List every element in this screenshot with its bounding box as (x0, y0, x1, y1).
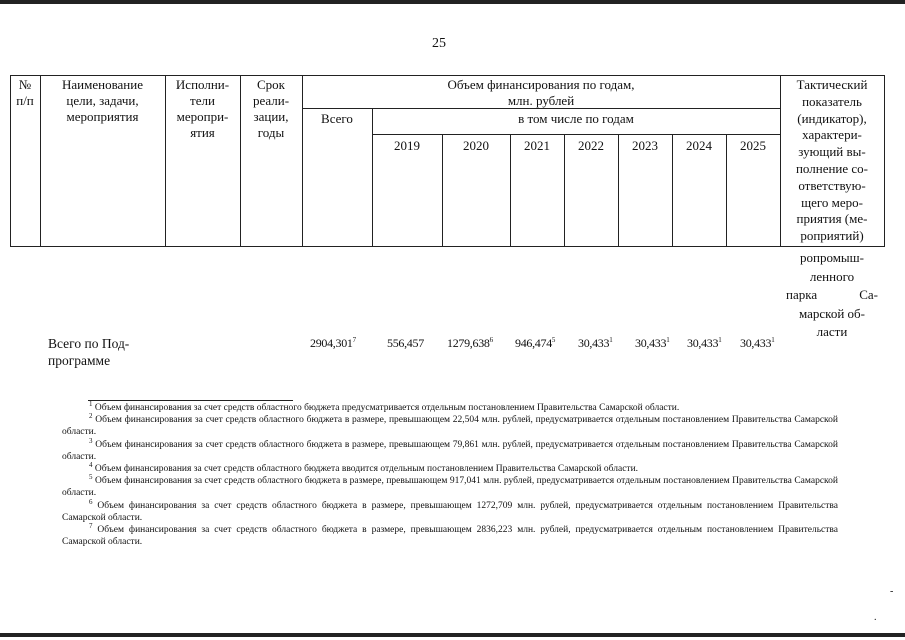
value-2023: 30,433$^1$ (635, 336, 670, 350)
footnote-separator (88, 400, 293, 401)
value-2020: 1279,638$^6$ (447, 336, 493, 350)
top-rule (0, 0, 905, 4)
col-border-total (372, 108, 373, 247)
footnote: $^3$ Объем финансирования за счет средств областного бюджета в размере, превышающем 79,861 млн. рублей, предусматривается отдельным постановлением Правительства Самарской области. (62, 436, 838, 462)
header-year-2020: 2020 (463, 138, 489, 153)
indicator-continuation (780, 249, 884, 342)
table-top-border (10, 75, 884, 76)
header-year-2024: 2024 (686, 138, 712, 153)
table-bottom-border (10, 246, 884, 247)
indicator-line: марской об- (799, 305, 865, 321)
bottom-rule (0, 633, 905, 637)
total-value: 2904,301$^7$ (310, 336, 356, 350)
footnote: $^1$ Объем финансирования за счет средств областного бюджета предусматривается отдельным постановлением Правительства Самарской области. (89, 399, 680, 413)
footnote: $^7$ Объем финансирования за счет средств областного бюджета в размере, превышающем 2836,223 млн. рублей, предусматривается отдельным постановлением Правительства Самарской области. (62, 521, 838, 548)
col-border-right (884, 75, 885, 247)
footnote: $^6$ Объем финансирования за счет средств областного бюджета в размере, превышающем 1272,709 млн. рублей, предусматривается отдельным постановлением Правительства Самарской области. (62, 497, 838, 523)
stray-dot-mark: . (874, 612, 877, 623)
value-2025: 30,433$^1$ (740, 336, 775, 350)
header-name: Наименование цели, задачи, мероприятия (62, 77, 143, 124)
header-year-2022: 2022 (578, 138, 604, 153)
header-indicator: Тактический показатель (индикатор), характери- зующий вы- полнение со- ответствую- щего меро- приятия (ме- роприятий) (795, 77, 869, 244)
including-rule (372, 134, 780, 135)
header-funding-title: Объем финансирования по годам, млн. рублей (447, 77, 635, 108)
header-executors: Исполни- тели меропри- ятия (175, 77, 230, 140)
footnote: $^5$ Объем финансирования за счет средств областного бюджета в размере, превышающем 917,041 млн. рублей, предусматривается отдельным постановлением Правительства Самарской области. (62, 473, 838, 499)
value-2019: 556,457 (387, 336, 424, 350)
header-term: Срок реали- зации, годы (252, 77, 290, 140)
indicator-word: Са- (859, 287, 878, 302)
value-2021: 946,474$^5$ (515, 336, 556, 350)
header-num: № п/п (16, 77, 34, 108)
indicator-line: ленного (809, 268, 855, 284)
header-year-2019: 2019 (394, 138, 420, 153)
header-total: Всего (321, 111, 353, 126)
header-year-2025: 2025 (740, 138, 766, 153)
footnotes (62, 399, 838, 548)
indicator-line-justified (780, 286, 884, 305)
stray-dash-mark: - (890, 586, 894, 597)
indicator-line: ропромыш- (799, 250, 864, 265)
header-year-2023: 2023 (632, 138, 658, 153)
value-2022: 30,433$^1$ (578, 336, 613, 350)
page-number: 25 (432, 36, 446, 51)
indicator-line: ласти (816, 324, 848, 339)
value-2024: 30,433$^1$ (687, 336, 722, 350)
header-year-2021: 2021 (524, 138, 550, 153)
footnote: $^2$ Объем финансирования за счет средств областного бюджета в размере, превышающем 22,504 млн. рублей, предусматривается отдельным постановлением Правительства Самарской области. (62, 412, 838, 438)
footnote: $^4$ Объем финансирования за счет средств областного бюджета вводится отдельным постановлением Правительства Самарской области. (89, 460, 639, 475)
total-row-label: Всего по Под- программе (48, 336, 130, 368)
header-including: в том числе по годам (518, 111, 634, 126)
indicator-word: парка (786, 287, 818, 302)
